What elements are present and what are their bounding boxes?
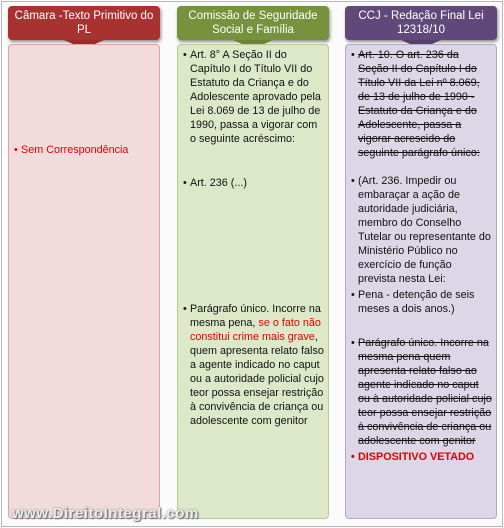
watermark: www.DireitoIntegral.com	[12, 505, 199, 522]
paragrafo-post: , quem apresenta relato falso a agente indicado no caput ou a autoridade policial cujo teor possa ensejar restrição à convivência de criança ou adolescente com genitor	[190, 331, 324, 427]
column-header-ccj: CCJ - Redação Final Lei 12318/10	[345, 6, 497, 40]
art8-text: • Art. 8° A Seção II do Capítulo I do Título VII do Estatuto da Criança e do Adolescente aprovado pela Lei 8.069 de 13 de julho de 1990, passa a vigorar com o seguinte acréscimo:	[183, 48, 324, 146]
column-body-comissao	[177, 44, 329, 519]
column-body-camara	[8, 44, 160, 519]
art236-ccj-text: • (Art. 236. Impedir ou embaraçar a ação de autoridade judiciária, membro do Conselho Tutelar ou representante do Ministério Público no exercício de função prevista nesta Lei:	[351, 174, 492, 286]
column-body-ccj	[345, 44, 497, 519]
paragrafo-highlight: se o fato não constitui crime mais grave	[190, 317, 321, 343]
paragrafo-unico-text	[183, 302, 324, 428]
column-ccj	[345, 6, 497, 49]
art10-text: • Art. 10. O art. 236 da Seção II do Capítulo I do Título VII da Lei nº 8.069, de 13 de julho de 1990 - Estatuto da Criança e do Adolescente, passa a vigorar acrescido do seguinte parágrafo único:	[351, 48, 492, 160]
sem-correspondencia-text: • Sem Correspondência	[14, 143, 155, 157]
column-header-camara: Câmara -Texto Primitivo do PL	[8, 6, 160, 40]
art236-text: • Art. 236 (...)	[183, 176, 324, 190]
pena-text: • Pena - detenção de seis meses a dois anos.)	[351, 288, 492, 316]
column-comissao	[177, 6, 329, 49]
comparison-table	[1, 1, 503, 527]
dispositivo-vetado-text: • DISPOSITIVO VETADO	[351, 450, 492, 464]
paragrafo-pre: Parágrafo único. Incorre na mesma pena,	[190, 303, 321, 329]
column-header-comissao: Comissão de Seguridade Social e Família	[177, 6, 329, 40]
column-camara	[8, 6, 160, 49]
paragrafo-unico-ccj-text: • Parágrafo único. Incorre na mesma pena quem apresenta relato falso ao agente indicado no caput ou à autoridade policial cujo teor possa ensejar restrição à convivência de criança ou adolescente com genitor	[351, 336, 492, 448]
